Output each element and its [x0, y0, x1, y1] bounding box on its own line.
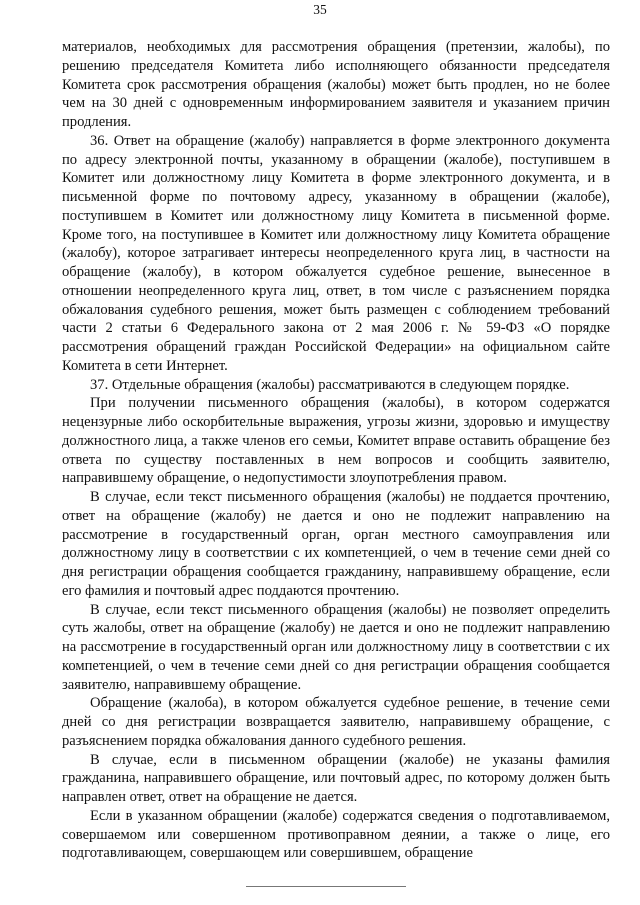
paragraph-item-37: 37. Отдельные обращения (жалобы) рассматриваются в следующем порядке. — [90, 376, 570, 393]
paragraph-no-surname: В случае, если в письменном обращении (жалобе) не указаны фамилия гражданина, направившего обращение, или почтовый адрес, по которому должен быть направлен ответ, ответ на обращение не дается. — [62, 751, 610, 805]
page-number: 35 — [313, 2, 327, 17]
paragraph-illegal-act: Если в указанном обращении (жалобе) содержатся сведения о подготавливаемом, совершаемом или совершенном противоправном деянии, а также о лице, его подготавливающем, совершающем или совершившем, обращение — [62, 807, 610, 862]
paragraph-continuation: материалов, необходимых для рассмотрения обращения (претензии, жалобы), по решению председателя Комитета либо исполняющего обязанности председателя Комитета срок рассмотрения обращения (жалобы) может быть продлен, но не более чем на 30 дней с одновременным информированием заявителя и указанием причин продления. — [62, 39, 610, 130]
paragraph-unreadable-text: В случае, если текст письменного обращения (жалобы) не поддается прочтению, ответ на обращение (жалобу) не дается и оно не подлежит направлению на рассмотрение в государственный орган, орган местного самоуправления или должностному лицу в соответствии с их компетенцией, о чем в течение семи дней со дня регистрации обращения сообщается гражданину, направившему обращение, если его фамилия и почтовый адрес поддаются прочтению. — [62, 489, 610, 599]
paragraph-offensive-content: При получении письменного обращения (жалобы), в котором содержатся нецензурные либо оскорбительные выражения, угрозы жизни, здоровью и имуществу должностного лица, а также членов его семьи, Комитет вправе оставить обращение без ответа по существу поставленных в нем вопросов и сообщить заявителю, направившему обращение, о недопустимости злоупотребления правом. — [62, 395, 610, 487]
document-body — [62, 38, 610, 863]
footer-divider — [246, 886, 406, 887]
paragraph-court-decision: Обращение (жалоба), в котором обжалуется судебное решение, в течение семи дней со дня регистрации возвращается заявителю, направившему обращение, с разъяснением порядка обжалования данного судебного решения. — [62, 695, 610, 749]
paragraph-item-36: 36. Ответ на обращение (жалобу) направляется в форме электронного документа по адресу электронной почты, указанному в обращении (жалобе), поступившем в Комитет или должностному лицу Комитета в форме электронного документа, и в письменной форме по почтовому адресу, указанному в обращении (жалобе), поступившем в Комитет или должностному лицу Комитета в письменной форме. Кроме того, на поступившее в Комитет или должностному лицу Комитета обращение (жалобу), которое затрагивает интересы неопределенного круга лиц, в частности на обращение (жалобу), в котором обжалуется судебное решение, вынесенное в отношении неопределенного круга лиц, ответ, в том числе с разъяснением порядка обжалования судебного решения, может быть размещен с соблюдением требований части 2 статьи 6 Федерального закона от 2 мая 2006 г. № 59-ФЗ «О порядке рассмотрения обращений граждан Российской Федерации» на официальном сайте Комитета в сети Интернет. — [62, 132, 610, 374]
paragraph-unclear-essence: В случае, если текст письменного обращения (жалобы) не позволяет определить суть жалобы, ответ на обращение (жалобу) не дается и оно не подлежит направлению на рассмотрение в государственный орган или должностному лицу в соответствии с их компетенцией, о чем в течение семи дней со дня регистрации обращения сообщается заявителю, направившему обращение. — [62, 601, 610, 693]
